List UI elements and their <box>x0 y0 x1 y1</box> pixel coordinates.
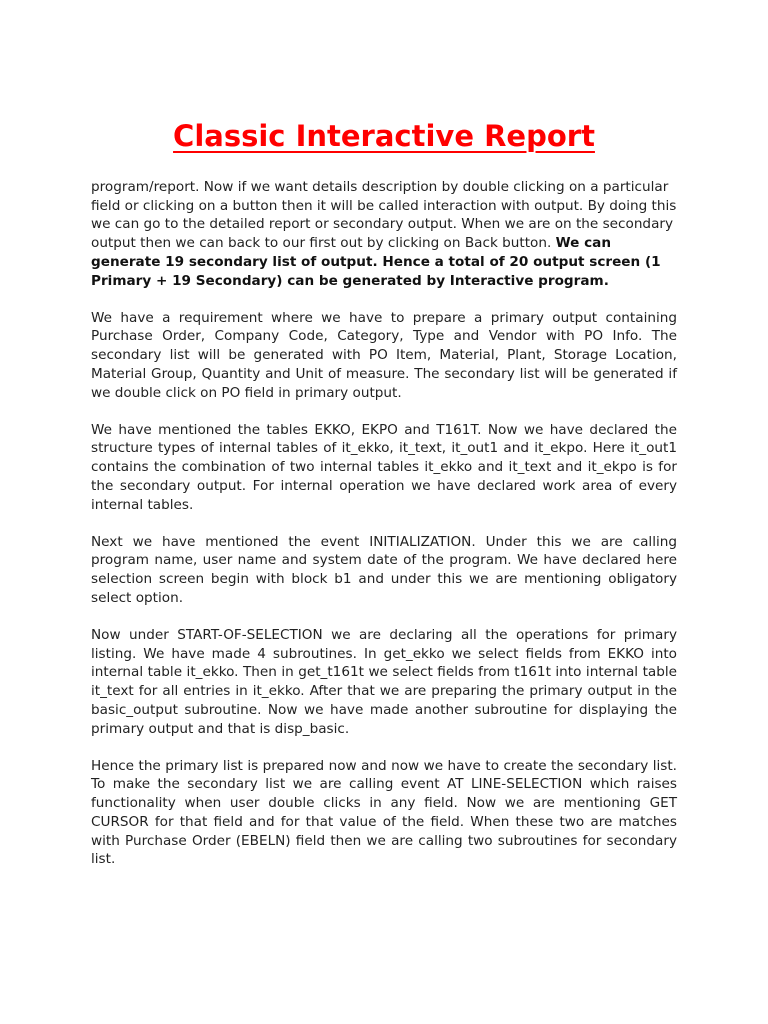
paragraph-intro <box>91 178 677 290</box>
paragraph-line-selection: Hence the primary list is prepared now and now we have to create the secondary list. To make the secondary list we are calling event AT LINE-SELECTION which raises functionality when user double clicks in any field. Now we are mentioning GET CURSOR for that field and for that value of the field. When these two are matches with Purchase Order (EBELN) field then we are calling two subroutines for secondary list. <box>91 757 677 868</box>
paragraph-requirement: We have a requirement where we have to prepare a primary output containing Purchase Order, Company Code, Category, Type and Vendor with PO Info. The secondary list will be generated with PO Item, Material, Plant, Storage Location, Material Group, Quantity and Unit of measure. The secondary list will be generated if we double click on PO field in primary output. <box>91 309 677 401</box>
paragraph-start-of-selection: Now under START-OF-SELECTION we are declaring all the operations for primary listing. We have made 4 subroutines. In get_ekko we select fields from EKKO into internal table it_ekko. Then in get_t161t we select fields from t161t into internal table it_text for all entries in it_ekko. After that we are preparing the primary output in the basic_output subroutine. Now we have made another subroutine for displaying the primary output and that is disp_basic. <box>91 627 677 737</box>
document-body <box>91 178 677 888</box>
paragraph-intro-text: program/report. Now if we want details description by double clicking on a particular field or clicking on a button then it will be called interaction with output. By doing this we can go to the detailed report or secondary output. When we are on the secondary output then we can back to our first out by clicking on Back button. <box>91 179 677 252</box>
paragraph-initialization: Next we have mentioned the event INITIALIZATION. Under this we are calling program name, user name and system date of the program. We have declared here selection screen begin with block b1 and under this we are mentioning obligatory select option. <box>91 533 677 606</box>
paragraph-intro-emphasis: We can generate 19 secondary list of output. Hence a total of 20 output screen (1 Primary + 19 Secondary) can be generated by Interactive program. <box>91 235 661 289</box>
paragraph-tables: We have mentioned the tables EKKO, EKPO and T161T. Now we have declared the structure types of internal tables of it_ekko, it_text, it_out1 and it_ekpo. Here it_out1 contains the combination of two internal tables it_ekko and it_text and it_ekpo is for the secondary output. For internal operation we have declared work area of every internal tables. <box>91 421 677 513</box>
document-title: Classic Interactive Report <box>173 119 595 153</box>
